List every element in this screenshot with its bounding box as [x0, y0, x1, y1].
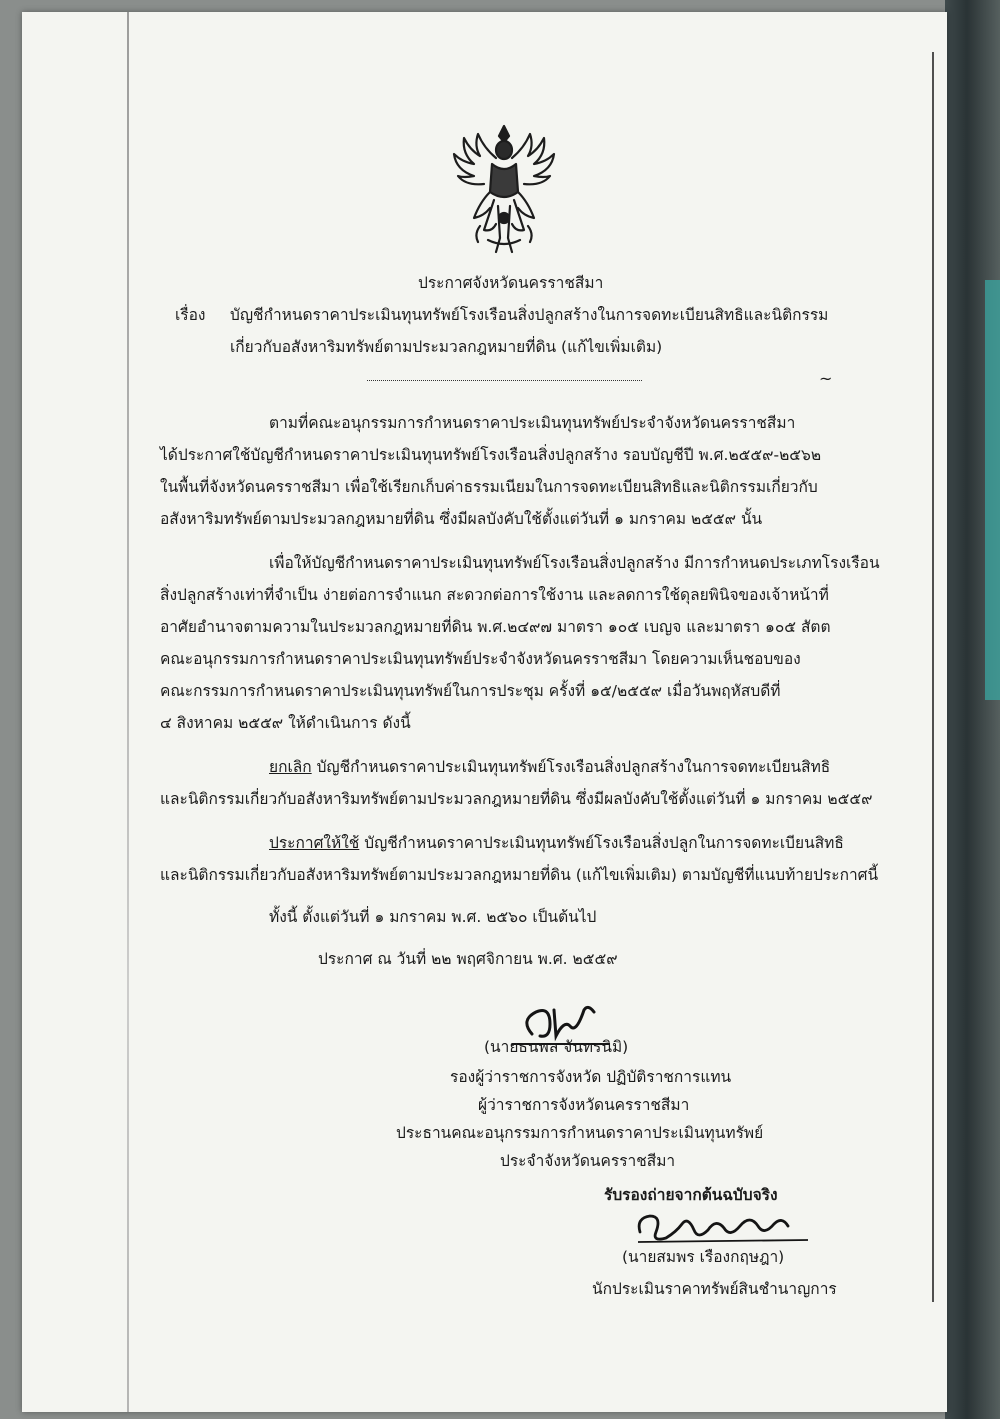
cancel-line-2: และนิติกรรมเกี่ยวกับอสังหาริมทรัพย์ตามประมวลกฎหมายที่ดิน ซึ่งมีผลบังคับใช้ตั้งแต่วันที่ ๑ มกราคม ๒๕๕๙	[160, 790, 873, 808]
para2-line-1: เพื่อให้บัญชีกำหนดราคาประเมินทุนทรัพย์โรงเรือนสิ่งปลูกสร้าง มีการกำหนดประเภทโรงเรือน	[269, 554, 880, 572]
backdrop-right	[945, 0, 1000, 1419]
para1-line-1: ตามที่คณะอนุกรรมการกำหนดราคาประเมินทุนทรัพย์ประจำจังหวัดนครราชสีมา	[269, 414, 796, 432]
signatory-title-3: ประธานคณะอนุกรรมการกำหนดราคาประเมินทุนทรัพย์	[396, 1124, 764, 1142]
signatory-name: (นายธนพล จันทรนิมิ)	[484, 1038, 629, 1056]
para2-line-5: คณะกรรมการกำหนดราคาประเมินทุนทรัพย์ในการประชุม ครั้งที่ ๑๕/๒๕๕๙ เมื่อวันพฤหัสบดีที่	[160, 682, 781, 700]
subject-line-1: บัญชีกำหนดราคาประเมินทุนทรัพย์โรงเรือนสิ่งปลูกสร้างในการจดทะเบียนสิทธิและนิติกรรม	[230, 306, 829, 324]
certification-note: รับรองถ่ายจากต้นฉบับจริง	[604, 1186, 778, 1204]
para2-line-4: คณะอนุกรรมการกำหนดราคาประเมินทุนทรัพย์ประจำจังหวัดนครราชสีมา โดยความเห็นชอบของ	[160, 650, 801, 668]
para2-line-2: สิ่งปลูกสร้างเท่าที่จำเป็น ง่ายต่อการจำแนก สะดวกต่อการใช้งาน และลดการใช้ดุลยพินิจของเจ้าหน้าที่	[160, 586, 829, 604]
certifier-title: นักประเมินราคาทรัพย์สินชำนาญการ	[592, 1280, 837, 1298]
certifier-name: (นายสมพร เรืองกฤษฎา)	[622, 1248, 785, 1266]
garuda-emblem-icon	[444, 120, 564, 258]
announce-keyword: ประกาศให้ใช้	[269, 834, 360, 852]
announced-date: ประกาศ ณ วันที่ ๒๒ พฤศจิกายน พ.ศ. ๒๕๕๙	[318, 950, 618, 968]
subject-line-2: เกี่ยวกับอสังหาริมทรัพย์ตามประมวลกฎหมายที่ดิน (แก้ไขเพิ่มเติม)	[230, 338, 663, 356]
signatory-title-4: ประจำจังหวัดนครราชสีมา	[500, 1152, 676, 1170]
issuer-title: ประกาศจังหวัดนครราชสีมา	[418, 274, 604, 292]
para1-line-4: อสังหาริมทรัพย์ตามประมวลกฎหมายที่ดิน ซึ่งมีผลบังคับใช้ตั้งแต่วันที่ ๑ มกราคม ๒๕๕๙ นั้น	[160, 510, 763, 528]
document-body	[22, 12, 947, 1412]
cancel-keyword: ยกเลิก	[269, 758, 312, 776]
margin-mark: ~	[819, 369, 833, 388]
para2-line-6: ๔ สิงหาคม ๒๕๕๙ ให้ดำเนินการ ดังนี้	[160, 714, 411, 732]
cancel-line-1	[269, 752, 830, 782]
para1-line-2: ได้ประกาศใช้บัญชีกำหนดราคาประเมินทุนทรัพย์โรงเรือนสิ่งปลูกสร้าง รอบบัญชีปี พ.ศ.๒๕๕๙-๒๕๖๒	[160, 446, 822, 464]
document-page	[22, 12, 947, 1412]
para1-line-3: ในพื้นที่จังหวัดนครราชสีมา เพื่อใช้เรียกเก็บค่าธรรมเนียมในการจดทะเบียนสิทธิและนิติกรรมเกี่ยวกับ	[160, 478, 818, 496]
announce-line-2: และนิติกรรมเกี่ยวกับอสังหาริมทรัพย์ตามประมวลกฎหมายที่ดิน (แก้ไขเพิ่มเติม) ตามบัญชีที่แนบท้ายประกาศนี้	[160, 866, 879, 884]
subject-label: เรื่อง	[175, 306, 206, 324]
backdrop-strip	[985, 280, 1000, 700]
signatory-title-2: ผู้ว่าราชการจังหวัดนครราชสีมา	[478, 1096, 690, 1114]
announce-line-1	[269, 828, 844, 858]
para2-line-3: อาศัยอำนาจตามความในประมวลกฎหมายที่ดิน พ.ศ.๒๔๙๗ มาตรา ๑๐๕ เบญจ และมาตรา ๑๐๕ สัตต	[160, 618, 831, 636]
separator-dotted-line	[367, 380, 642, 381]
announce-text-1: บัญชีกำหนดราคาประเมินทุนทรัพย์โรงเรือนสิ่งปลูกในการจดทะเบียนสิทธิ	[364, 834, 844, 852]
cancel-text-1: บัญชีกำหนดราคาประเมินทุนทรัพย์โรงเรือนสิ่งปลูกสร้างในการจดทะเบียนสิทธิ	[316, 758, 831, 776]
effective-date: ทั้งนี้ ตั้งแต่วันที่ ๑ มกราคม พ.ศ. ๒๕๖๐ เป็นต้นไป	[269, 908, 597, 926]
signatory-title-1: รองผู้ว่าราชการจังหวัด ปฏิบัติราชการแทน	[450, 1068, 732, 1086]
